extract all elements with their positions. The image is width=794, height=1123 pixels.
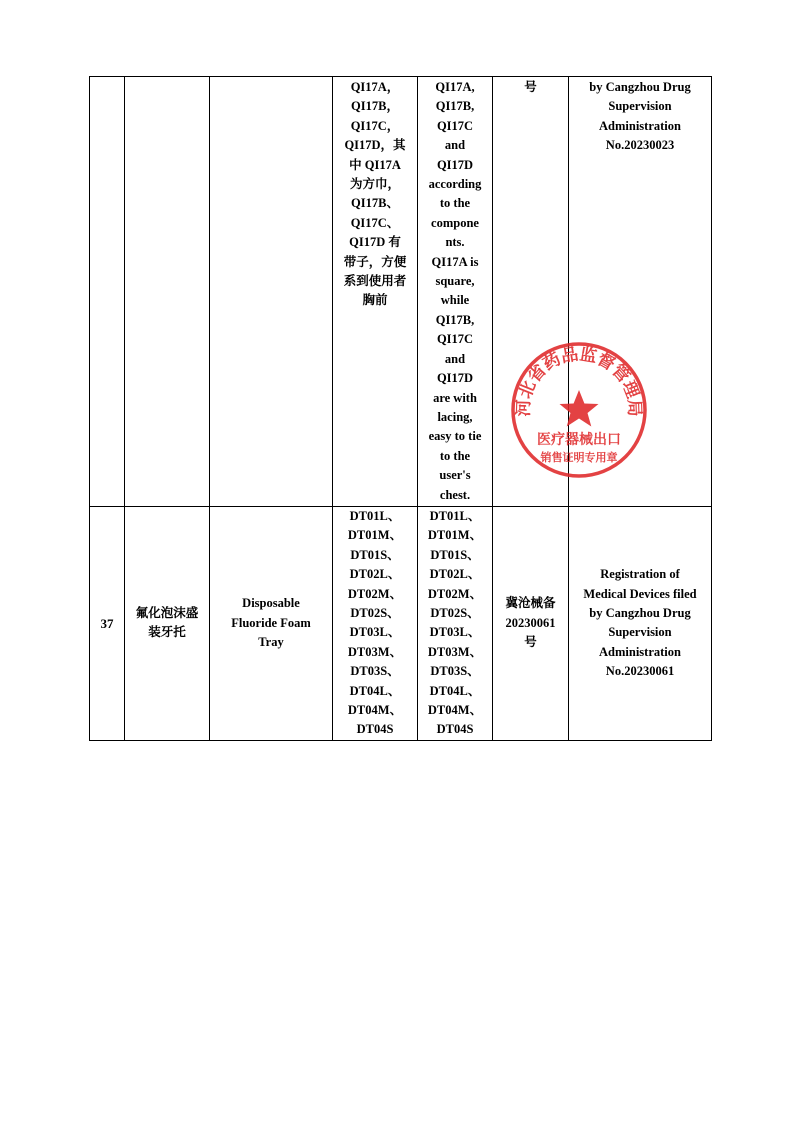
cell-reg-cn: 冀沧械备 20230061 号 <box>493 507 569 741</box>
cell-name-cn: 氟化泡沫盛 装牙托 <box>125 507 210 741</box>
table-row <box>90 77 712 507</box>
cell-name-cn <box>125 77 210 507</box>
cell-models-cn: DT01L、 DT01M、 DT01S、 DT02L、 DT02M、 DT02S、 DT03L、 DT03M、 DT03S、 DT04L、 DT04M、 DT04S <box>333 507 418 741</box>
cell-name-en <box>210 77 333 507</box>
cell-no: 37 <box>90 507 125 741</box>
cell-reg-cn: 号 <box>493 77 569 507</box>
cell-name-en: Disposable Fluoride Foam Tray <box>210 507 333 741</box>
seal-line2: 销售证明专用章 <box>540 451 618 464</box>
table-row <box>90 507 712 741</box>
product-table <box>89 76 712 741</box>
cell-models-en: QI17A, QI17B, QI17C and QI17D according to the compone nts. QI17A is square, while QI17B, QI17C and QI17D are with lacing, easy to tie to the user's chest. <box>418 77 493 507</box>
cell-reg-en: Registration of Medical Devices filed by Cangzhou Drug Supervision Administration No.20230061 <box>569 507 712 741</box>
cell-models-cn: QI17A， QI17B， QI17C， QI17D，其 中 QI17A 为方巾， QI17B、 QI17C、 QI17D 有 带子，方便 系到使用者 胸前 <box>333 77 418 507</box>
cell-no <box>90 77 125 507</box>
seal-arc-text: 河北省药品监督管理局 <box>513 344 645 417</box>
cell-models-en: DT01L、 DT01M、 DT01S、 DT02L、 DT02M、 DT02S、 DT03L、 DT03M、 DT03S、 DT04L、 DT04M、 DT04S <box>418 507 493 741</box>
seal-line1: 医疗器械出口 <box>537 432 621 448</box>
cell-reg-en: by Cangzhou Drug Supervision Administration No.20230023 <box>569 77 712 507</box>
